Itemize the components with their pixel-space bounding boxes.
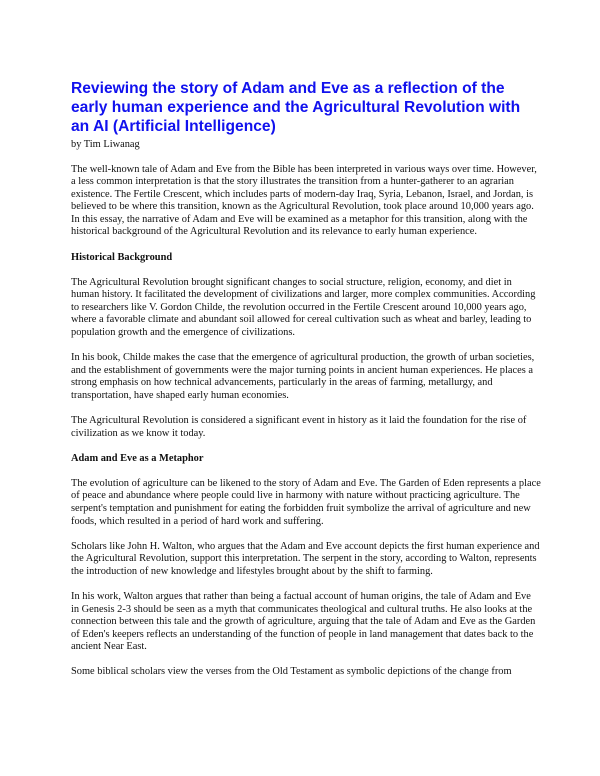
spacer <box>71 528 541 541</box>
metaphor-paragraph-3: In his work, Walton argues that rather than being a factual account of human origins, the tale of Adam and Eve in Genesis 2-3 should be seen as a myth that communicates theological and cultural truths. He also looks at the connection between this tale and the growth of agriculture, arguing that the tale of Adam and Eve as the Garden of Eden's keepers reflects an understanding of the function of people in land management that dates back to the ancient Near East. <box>71 590 536 653</box>
spacer <box>71 440 541 453</box>
document-title: Reviewing the story of Adam and Eve as a reflection of the early human experience and the Agricultural Revolution with an AI (Artificial Intelligence) <box>71 80 521 135</box>
document-page <box>71 79 541 679</box>
author-byline: by Tim Liwanag <box>71 139 140 150</box>
metaphor-paragraph-4: Some biblical scholars view the verses from the Old Testament as symbolic depictions of the change from <box>71 666 512 678</box>
spacer <box>71 264 541 277</box>
historical-paragraph-2: In his book, Childe makes the case that the emergence of agricultural production, the growth of urban societies, and the establishment of governments were the major turning points in ancient human experiences. He places a strong emphasis on how technical advancements, particularly in the areas of farming, metallurgy, and transportation, have shaped early human economies. <box>71 352 535 401</box>
historical-paragraph-3: The Agricultural Revolution is considered a significant event in history as it laid the foundation for the rise of civilization as we know it today. <box>71 415 527 439</box>
intro-paragraph: The well-known tale of Adam and Eve from the Bible has been interpreted in various ways over time. However, a less common interpretation is that the story illustrates the transition from a hunter-gatherer to an agrarian existence. The Fertile Crescent, which includes parts of modern-day Iraq, Syria, Lebanon, Israel, and Jordan, is believed to be where this transition, known as the Agricultural Revolution, took place around 10,000 years ago. In this essay, the narrative of Adam and Eve will be examined as a metaphor for this transition, along with the historical background of the Agricultural Revolution and its relevance to early human experience. <box>71 163 537 238</box>
spacer <box>71 654 541 667</box>
spacer <box>71 465 541 478</box>
spacer <box>71 151 541 164</box>
spacer <box>71 340 541 353</box>
section-heading-metaphor: Adam and Eve as a Metaphor <box>71 452 204 464</box>
historical-paragraph-1: The Agricultural Revolution brought significant changes to social structure, religion, economy, and diet in human history. It facilitated the development of civilizations and larger, more complex communities. According to researchers like V. Gordon Childe, the revolution occurred in the Fertile Crescent around 10,000 years ago, where a favorable climate and abundant soil allowed for cereal cultivation such as wheat and barley, leading to population growth and the emergence of civilizations. <box>71 276 536 339</box>
metaphor-paragraph-1: The evolution of agriculture can be likened to the story of Adam and Eve. The Garden of Eden represents a place of peace and abundance where people could live in harmony with nature without practicing agriculture. The serpent's temptation and punishment for eating the forbidden fruit symbolize the arrival of agriculture and new foods, which resulted in a period of hard work and suffering. <box>71 477 541 527</box>
spacer <box>71 403 541 416</box>
spacer <box>71 578 541 591</box>
metaphor-paragraph-2: Scholars like John H. Walton, who argues that the Adam and Eve account depicts the first human experience and the Agricultural Revolution, support this interpretation. The serpent in the story, according to Walton, represents the introduction of new knowledge and lifestyles brought about by the shift to farming. <box>71 540 540 577</box>
spacer <box>71 239 541 252</box>
section-heading-historical-background: Historical Background <box>71 251 173 263</box>
